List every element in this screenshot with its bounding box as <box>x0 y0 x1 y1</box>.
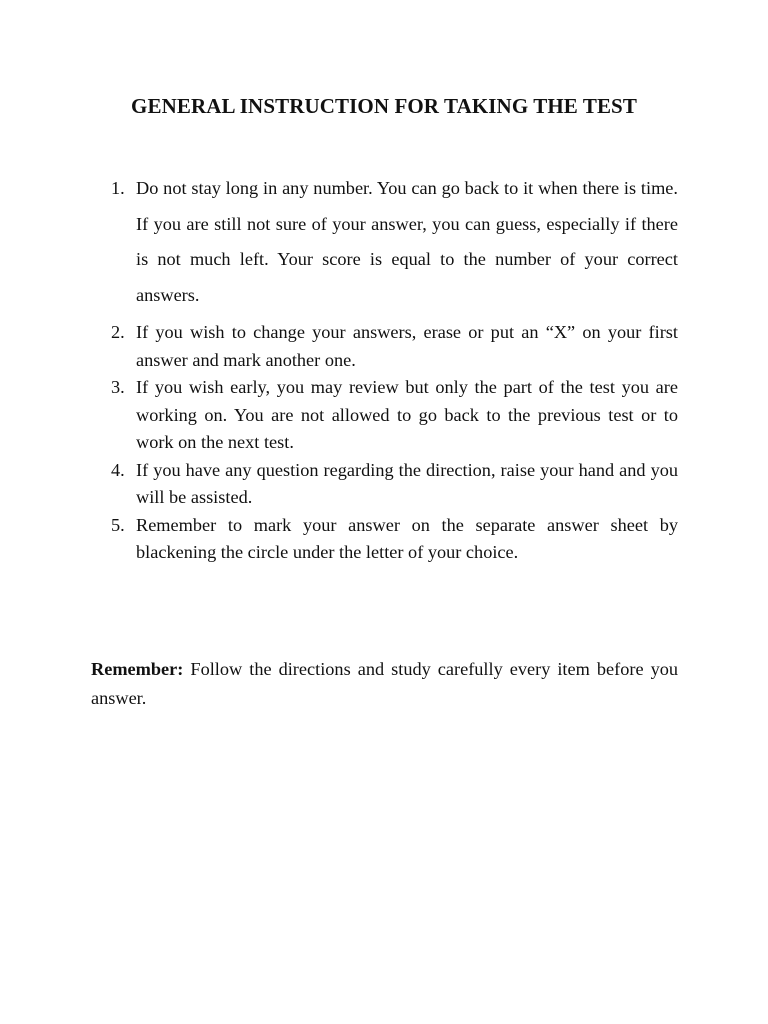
instruction-text: If you have any question regarding the direction, raise your hand and you will be assisted. <box>136 459 678 507</box>
instruction-item-3 <box>104 374 678 457</box>
instruction-item-4 <box>104 457 678 512</box>
remember-note <box>91 655 678 713</box>
instruction-item-2 <box>104 319 678 374</box>
page-title: GENERAL INSTRUCTION FOR TAKING THE TEST <box>131 94 637 118</box>
instruction-text: If you wish early, you may review but only the part of the test you are working on. You are not allowed to go back to the previous test or to work on the next test. <box>136 377 678 452</box>
instruction-text: Remember to mark your answer on the separate answer sheet by blackening the circle under the letter of your choice. <box>136 514 678 562</box>
instruction-number: 3. <box>111 377 125 397</box>
instruction-item-5 <box>104 512 678 567</box>
instruction-number: 5. <box>111 514 125 535</box>
remember-label: Remember: <box>91 659 184 679</box>
remember-text: Follow the directions and study carefully every item before you answer. <box>91 659 678 708</box>
instruction-number: 2. <box>111 322 125 342</box>
instruction-number: 1. <box>111 178 125 198</box>
instruction-item-1 <box>104 171 678 313</box>
instruction-list <box>104 171 678 567</box>
instruction-text: Do not stay long in any number. You can go back to it when there is time. If you are still not sure of your answer, you can guess, especially if there is not much left. Your score is equal to the number of your correct answers. <box>136 178 678 305</box>
instruction-text: If you wish to change your answers, erase or put an “X” on your first answer and mark another one. <box>136 322 678 370</box>
instruction-number: 4. <box>111 459 125 480</box>
